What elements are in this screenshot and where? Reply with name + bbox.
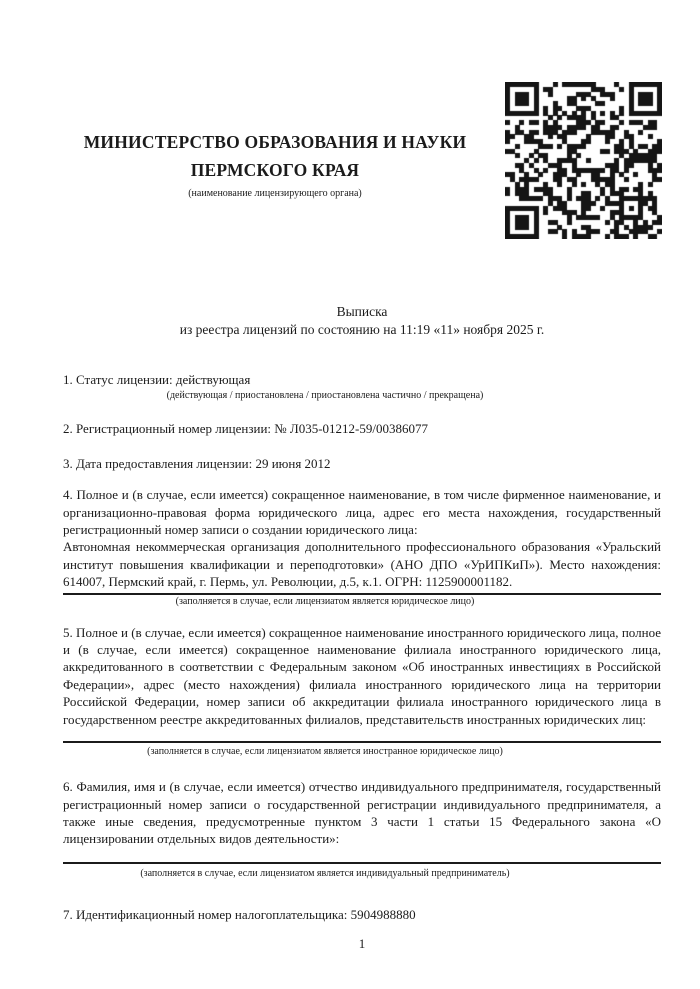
content-column	[63, 303, 661, 953]
ministry-caption: (наименование лицензирующего органа)	[188, 188, 362, 199]
foreign-entity-caption: (заполняется в случае, если лицензиатом является иностранное юридическое лицо)	[147, 746, 503, 758]
entrepreneur-heading: 6. Фамилия, имя и (в случае, если имеется) отчество индивидуального предпринимателя, государственный регистрационный номер записи о государственной регистрации индивидуального предпринимателя, а также иные сведения, предусмотренные пунктом 3 части 1 статьи 15 Федерального закона «О лицензировании отдельных видов деятельности»:	[63, 779, 661, 847]
ministry-name-line1: МИНИСТЕРСТВО ОБРАЗОВАНИЯ И НАУКИ	[83, 132, 467, 152]
licensing-authority-header	[63, 128, 487, 200]
document-title-block	[63, 303, 661, 338]
license-date-item: 3. Дата предоставления лицензии: 29 июня 2012	[63, 455, 331, 471]
entrepreneur-caption: (заполняется в случае, если лицензиатом является индивидуальный предприниматель)	[140, 867, 510, 879]
license-status-item: 1. Статус лицензии: действующая	[63, 372, 251, 387]
status-options-caption: (действующая / приостановлена / приостановлена частично / прекращена)	[166, 390, 484, 402]
foreign-entity-heading: 5. Полное и (в случае, если имеется) сокращенное наименование иностранного юридического лица, полное и (в случае, если имеется) сокращенное наименование филиала иностранного юридического лица, аккредитованного в соответствии с Федеральным законом «Об иностранных инвестициях в Российской Федерации», адрес (место нахождения) филиала иностранного юридического лица на территории Российской Федерации, номер записи об аккредитации филиала иностранного юридического лица в государственном реестре аккредитованных филиалов, представительств иностранных юридических лиц:	[63, 624, 661, 727]
legal-entity-heading: 4. Полное и (в случае, если имеется) сокращенное наименование, в том числе фирменное наименование, и организационно-правовая форма юридического лица, адрес его места нахождения, государственный регистрационный номер записи о создании юридического лица:	[63, 487, 661, 538]
ministry-name-line2: ПЕРМСКОГО КРАЯ	[190, 160, 360, 180]
document-title: Выписка	[336, 304, 388, 319]
legal-entity-caption: (заполняется в случае, если лицензиатом является юридическое лицо)	[175, 595, 475, 607]
foreign-entity-rule	[63, 741, 661, 743]
legal-entity-value: Автономная некоммерческая организация дополнительного профессионального образования «Уральский институт повышения квалификации и переподготовки» (АНО ДПО «УрИПКиП»). Место нахождения: 614007, Пермский край, г. Пермь, ул. Революции, д.5, к.1. ОГРН: 1125900001182.	[63, 539, 661, 590]
registration-number-item: 2. Регистрационный номер лицензии: № Л035-01212-59/00386077	[63, 421, 429, 437]
page-number: 1	[358, 936, 366, 952]
entrepreneur-rule	[63, 862, 661, 864]
document-subtitle: из реестра лицензий по состоянию на 11:19 «11» ноября 2025 г.	[179, 321, 545, 337]
qr-code	[505, 82, 662, 239]
taxpayer-number-item: 7. Идентификационный номер налогоплательщика: 5904988880	[63, 906, 416, 922]
